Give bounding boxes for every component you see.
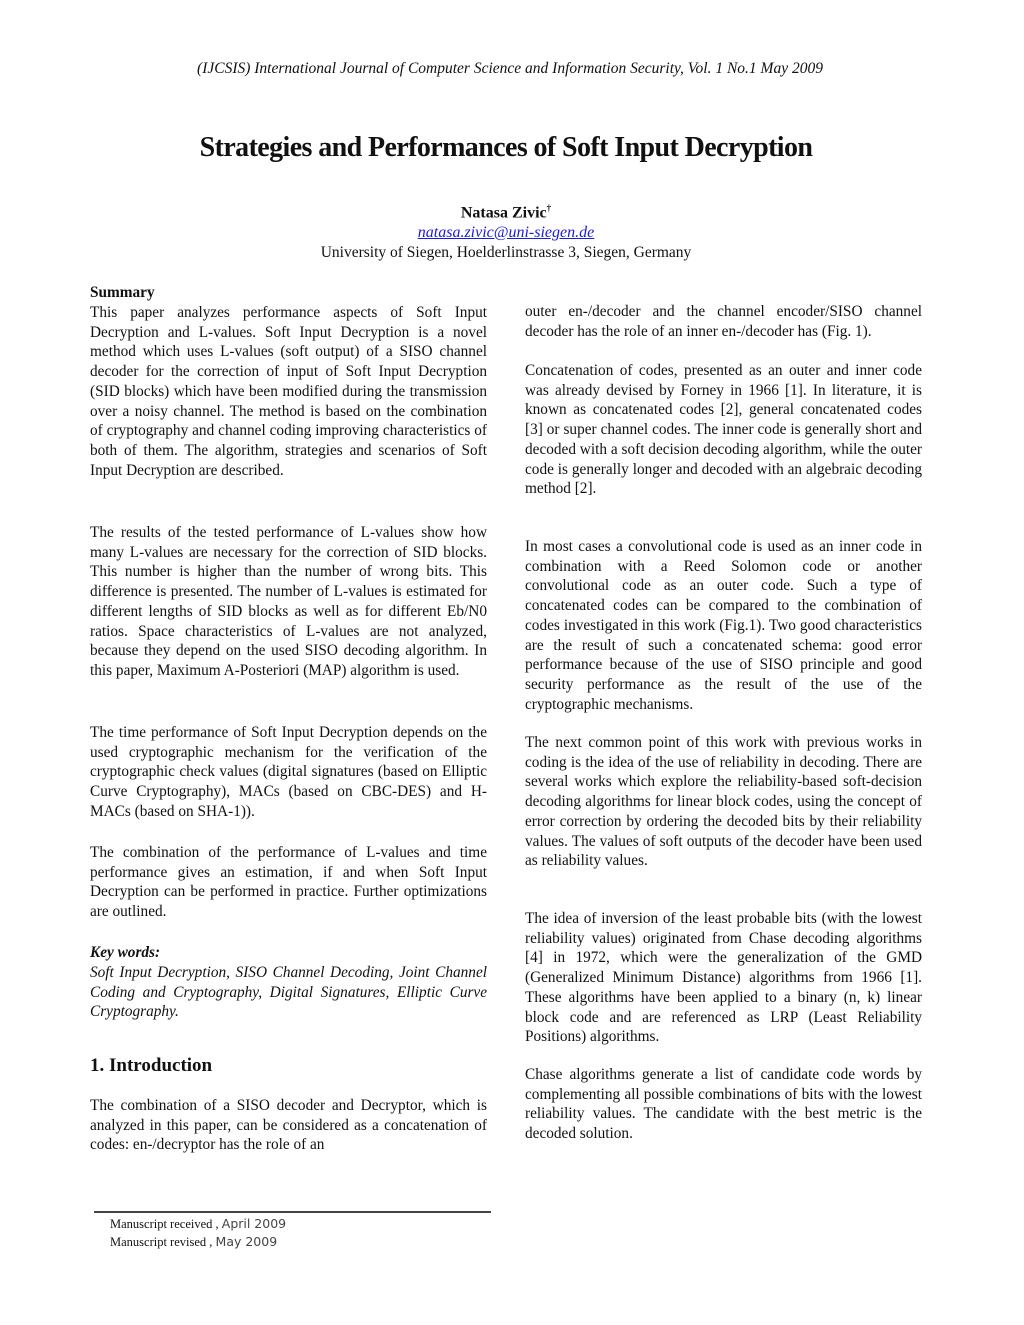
intro-paragraph: Concatenation of codes, presented as an outer and inner code was already devised by Forney in 1966 [1]. In literature, it is known as concatenated codes [2], general concatenated codes [3] or super channel codes. The inner code is generally short and decoded with a soft decision decoding algorithm, while the outer code is generally longer and decoded with an algebraic decoding method [2]. (525, 362, 922, 498)
footnote-rule (94, 1211, 491, 1213)
intro-paragraph: Chase algorithms generate a list of candidate code words by complementing all possible combinations of bits with the lowest reliability values. The candidate with the best metric is the decoded solution. (525, 1066, 922, 1143)
revised-label: Manuscript revised , (110, 1235, 213, 1249)
summary-paragraph: The time performance of Soft Input Decryption depends on the used cryptographic mechanism for the verification of the cryptographic check values (digital signatures (based on Elliptic Curve Cryptography), MACs (based on CBC-DES) and H-MACs (based on SHA-1)). (90, 724, 487, 820)
summary-paragraph: The results of the tested performance of L-values show how many L-values are necessary for the correction of SID blocks. This number is higher than the number of wrong bits. This difference is presented. The number of L-values is estimated for different lengths of SID blocks as well as for different Eb/N0 ratios. Space characteristics of L-values are not analyzed, because they depend on the used SISO decoding algorithm. In this paper, Maximum A-Posteriori (MAP) algorithm is used. (90, 524, 487, 679)
keywords-heading: Key words: (90, 944, 161, 961)
author-email-link[interactable]: natasa.zivic@uni-siegen.de (417, 224, 595, 241)
intro-paragraph: The combination of a SISO decoder and Decryptor, which is analyzed in this paper, can be considered as a concatenation of codes: en-/decryptor has the role of an (90, 1097, 487, 1154)
summary-paragraph: This paper analyzes performance aspects of Soft Input Decryption and L-values. Soft Input Decryption is a novel method which uses L-values (soft output) of a SISO channel decoder for the correction of input of Soft Input Decryption (SID blocks) which have been modified during the transmission over a noisy channel. The method is based on the combination of cryptography and channel coding improving characteristics of both of them. The algorithm, strategies and scenarios of Soft Input Decryption are described. (90, 304, 487, 479)
journal-header: (IJCSIS) International Journal of Computer Science and Information Security, Vol. 1 No.1 May 2009 (197, 60, 823, 77)
received-date: April 2009 (221, 1216, 287, 1231)
footnote-revised (110, 1234, 277, 1250)
footnote-received (110, 1216, 286, 1232)
author-mark: † (546, 203, 552, 213)
intro-paragraph: In most cases a convolutional code is used as an inner code in combination with a Reed Solomon code or another convolutional code as an outer code. Such a type of concatenated codes can be compared to the combination of codes investigated in this work (Fig.1). Two good characteristics are the result of such a concatenated schema: good error performance because of the use of SISO principle and good security performance as the result of the use of the cryptographic mechanisms. (525, 538, 922, 713)
summary-heading: Summary (90, 284, 155, 301)
summary-paragraph: The combination of the performance of L-values and time performance gives an estimation, if and when Soft Input Decryption can be performed in practice. Further optimizations are outlined. (90, 844, 487, 921)
intro-paragraph: The next common point of this work with previous works in coding is the idea of the use of reliability in decoding. There are several works which explore the reliability-based soft-decision decoding algorithms for linear block codes, using the concept of error correction by ordering the decoded bits by their reliability values. The values of soft outputs of the decoder have been used as reliability values. (525, 734, 922, 870)
author-affiliation: University of Siegen, Hoelderlinstrasse 3, Siegen, Germany (320, 244, 692, 261)
intro-paragraph: outer en-/decoder and the channel encoder/SISO channel decoder has the role of an inner en-/decoder has (Fig. 1). (525, 303, 922, 340)
author-line (0, 203, 1012, 222)
section-heading-introduction: 1. Introduction (90, 1055, 213, 1076)
author-name: Natasa Zivic (460, 204, 547, 222)
received-label: Manuscript received , (110, 1217, 219, 1231)
paper-title: Strategies and Performances of Soft Input Decryption (199, 132, 813, 163)
revised-date: May 2009 (215, 1234, 278, 1249)
keywords-text: Soft Input Decryption, SISO Channel Decoding, Joint Channel Coding and Cryptography, Digital Signatures, Elliptic Curve Cryptography. (90, 964, 487, 1021)
intro-paragraph: The idea of inversion of the least probable bits (with the lowest reliability values) originated from Chase decoding algorithms [4] in 1972, which were the generalization of the GMD (Generalized Minimum Distance) algorithms from 1966 [1]. These algorithms have been applied to a binary (n, k) linear block code and are referenced as LRP (Least Reliability Positions) algorithms. (525, 910, 922, 1046)
